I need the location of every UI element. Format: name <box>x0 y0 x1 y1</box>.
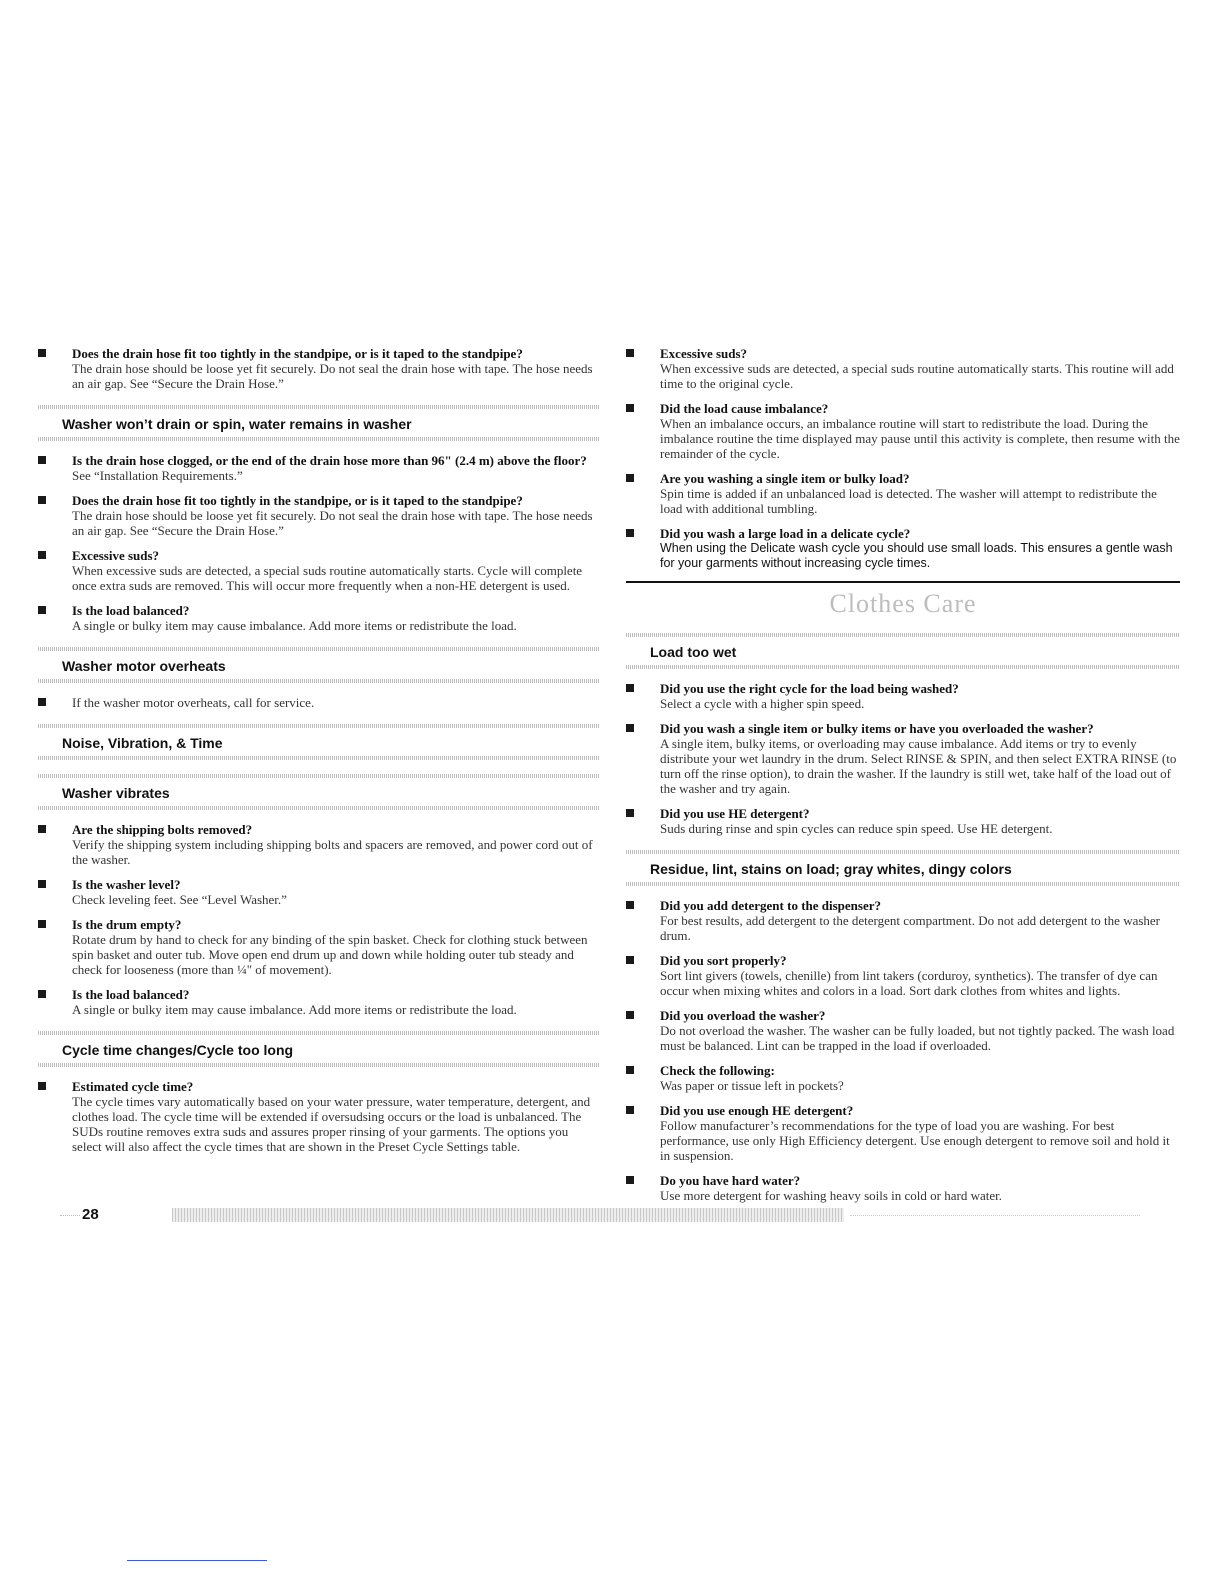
question: Are the shipping bolts removed? <box>72 822 253 837</box>
answer: A single or bulky item may cause imbalance. Add more items or redistribute the load. <box>72 618 517 633</box>
question: Does the drain hose fit too tightly in the standpipe, or is it taped to the standpipe? <box>72 346 523 361</box>
section-title: Residue, lint, stains on load; gray whites, dingy colors <box>650 861 1012 877</box>
answer: Check leveling feet. See “Level Washer.” <box>72 892 287 907</box>
list-item <box>38 877 600 907</box>
bullet-icon <box>626 684 634 692</box>
section-noise-vibration-time <box>38 724 600 760</box>
answer: When an imbalance occurs, an imbalance routine will start to redistribute the load. During the imbalance routine the time displayed may pause until this activity is complete, then resume with the remainder of the cycle. <box>660 416 1180 461</box>
list-item <box>626 526 1180 571</box>
bullet-icon <box>38 349 46 357</box>
question: Did you use HE detergent? <box>660 806 810 821</box>
question: Did you wash a large load in a delicate cycle? <box>660 526 911 541</box>
answer: Do not overload the washer. The washer can be fully loaded, but not tightly packed. The wash load must be balanced. Lint can be trapped in the load if overloaded. <box>660 1023 1175 1053</box>
bullet-icon <box>626 1066 634 1074</box>
question: Did the load cause imbalance? <box>660 401 829 416</box>
clothes-care-heading: Clothes Care <box>829 589 977 618</box>
question: Do you have hard water? <box>660 1173 801 1188</box>
bullet-icon <box>38 456 46 464</box>
answer: A single or bulky item may cause imbalance. Add more items or redistribute the load. <box>72 1002 517 1017</box>
question: Is the washer level? <box>72 877 181 892</box>
list-item <box>626 898 1180 943</box>
section-title: Load too wet <box>650 644 737 660</box>
question: Did you sort properly? <box>660 953 787 968</box>
answer: Was paper or tissue left in pockets? <box>660 1078 844 1093</box>
answer: Spin time is added if an unbalanced load is detected. The washer will attempt to redistribute the load with additional tumbling. <box>660 486 1157 516</box>
answer: See “Installation Requirements.” <box>72 468 243 483</box>
footer-dots <box>60 1215 80 1216</box>
item-text: If the washer motor overheats, call for service. <box>72 695 315 710</box>
list-item <box>38 453 600 483</box>
answer: Select a cycle with a higher spin speed. <box>660 696 865 711</box>
bullet-icon <box>38 880 46 888</box>
bullet-icon <box>626 1176 634 1184</box>
section-title: Washer vibrates <box>62 785 170 801</box>
answer: The drain hose should be loose yet fit securely. Do not seal the drain hose with tape. The hose needs an air gap. See “Secure the Drain Hose.” <box>72 508 593 538</box>
bullet-icon <box>626 404 634 412</box>
list-item <box>38 493 600 538</box>
page-footer <box>60 1206 1140 1224</box>
footer-band <box>172 1208 844 1222</box>
question: Is the load balanced? <box>72 987 190 1002</box>
list-item <box>626 401 1180 461</box>
answer: Sort lint givers (towels, chenille) from lint takers (corduroy, synthetics). The transfer of dye can occur when mixing whites and colors in a load. Sort dark clothes from whites and lights. <box>660 968 1158 998</box>
left-column <box>38 346 600 1164</box>
question: Is the drain hose clogged, or the end of the drain hose more than 96" (2.4 m) above the floor? <box>72 453 587 468</box>
section-title: Cycle time changes/Cycle too long <box>62 1042 294 1058</box>
question: Did you wash a single item or bulky items or have you overloaded the washer? <box>660 721 1094 736</box>
bullet-icon <box>38 551 46 559</box>
question: Did you add detergent to the dispenser? <box>660 898 882 913</box>
bullet-icon <box>38 698 46 706</box>
list-item <box>38 548 600 593</box>
list-item <box>626 681 1180 711</box>
page-number: 28 <box>82 1206 99 1223</box>
bullet-icon <box>626 1106 634 1114</box>
question: Estimated cycle time? <box>72 1079 194 1094</box>
answer: The cycle times vary automatically based on your water pressure, water temperature, detergent, and clothes load. The cycle time will be extended if oversudsing occurs or the load is unbalanced. The SUDs routine removes extra suds and assures proper rinsing of your garments. The options you select will also affect the cycle times that are shown in the Preset Cycle Settings table. <box>72 1094 591 1154</box>
bullet-icon <box>626 901 634 909</box>
bullet-icon <box>626 529 634 537</box>
question: Did you use the right cycle for the load being washed? <box>660 681 959 696</box>
answer: When excessive suds are detected, a special suds routine automatically starts. This routine will add time to the original cycle. <box>660 361 1174 391</box>
question: Excessive suds? <box>72 548 160 563</box>
section-washer-wont-drain <box>38 405 600 441</box>
list-item <box>626 806 1180 836</box>
footer-dots <box>850 1215 1140 1216</box>
bullet-icon <box>38 496 46 504</box>
list-item <box>38 1079 600 1154</box>
question: Is the load balanced? <box>72 603 190 618</box>
question: Excessive suds? <box>660 346 748 361</box>
bullet-icon <box>38 990 46 998</box>
answer: Suds during rinse and spin cycles can reduce spin speed. Use HE detergent. <box>660 821 1053 836</box>
section-cycle-time <box>38 1031 600 1067</box>
list-item <box>38 917 600 977</box>
question: Did you overload the washer? <box>660 1008 826 1023</box>
section-divider <box>38 679 600 683</box>
answer: When using the Delicate wash cycle you should use small loads. This ensures a gentle wash for your garments without increasing cycle times. <box>660 541 1173 570</box>
question: Does the drain hose fit too tightly in the standpipe, or is it taped to the standpipe? <box>72 493 523 508</box>
list-item <box>626 1008 1180 1053</box>
section-divider <box>38 437 600 441</box>
list-item <box>38 695 600 710</box>
list-item <box>38 603 600 633</box>
answer: Use more detergent for washing heavy soils in cold or hard water. <box>660 1188 1002 1203</box>
section-title: Washer motor overheats <box>62 658 226 674</box>
section-washer-motor-overheats <box>38 647 600 683</box>
list-item <box>626 1173 1180 1203</box>
list-item <box>626 471 1180 516</box>
question: Are you washing a single item or bulky load? <box>660 471 910 486</box>
section-title: Noise, Vibration, & Time <box>62 735 223 751</box>
answer: Follow manufacturer’s recommendations for the type of load you are washing. For best performance, use only High Efficiency detergent. Use enough detergent to remove soil and hold it in suspension. <box>660 1118 1170 1163</box>
bullet-icon <box>626 349 634 357</box>
link-underline <box>127 1560 267 1561</box>
bullet-icon <box>38 1082 46 1090</box>
list-item <box>38 987 600 1017</box>
section-title: Washer won’t drain or spin, water remains in washer <box>62 416 412 432</box>
section-divider <box>38 806 600 810</box>
bullet-icon <box>38 825 46 833</box>
answer: For best results, add detergent to the detergent compartment. Do not add detergent to the washer drum. <box>660 913 1161 943</box>
answer: Verify the shipping system including shipping bolts and spacers are removed, and power cord out of the washer. <box>72 837 593 867</box>
list-item <box>626 346 1180 391</box>
section-load-too-wet <box>626 633 1180 669</box>
bullet-icon <box>626 956 634 964</box>
bullet-icon <box>626 724 634 732</box>
list-item <box>626 1103 1180 1163</box>
section-residue-lint <box>626 850 1180 886</box>
bullet-icon <box>38 606 46 614</box>
divider-rule <box>626 581 1180 583</box>
list-item <box>626 1063 1180 1093</box>
right-column <box>626 346 1180 1213</box>
bullet-icon <box>38 920 46 928</box>
section-divider <box>38 756 600 760</box>
section-washer-vibrates <box>38 774 600 810</box>
bullet-icon <box>626 474 634 482</box>
list-item <box>38 346 600 391</box>
bullet-icon <box>626 809 634 817</box>
answer: The drain hose should be loose yet fit securely. Do not seal the drain hose with tape. The hose needs an air gap. See “Secure the Drain Hose.” <box>72 361 593 391</box>
list-item <box>626 953 1180 998</box>
section-divider <box>626 665 1180 669</box>
question: Did you use enough HE detergent? <box>660 1103 854 1118</box>
answer: Rotate drum by hand to check for any binding of the spin basket. Check for clothing stuck between spin basket and outer tub. Move open end drum up and down while holding outer tub steady and check for looseness (more than ¼" of movement). <box>72 932 588 977</box>
section-divider <box>38 1063 600 1067</box>
section-divider <box>626 882 1180 886</box>
question: Check the following: <box>660 1063 775 1078</box>
question: Is the drum empty? <box>72 917 182 932</box>
bullet-icon <box>626 1011 634 1019</box>
list-item <box>626 721 1180 796</box>
list-item <box>38 822 600 867</box>
answer: A single item, bulky items, or overloading may cause imbalance. Add items or try to evenly distribute your wet laundry in the drum. Select RINSE & SPIN, and then select EXTRA RINSE (to turn off the rinse option), to drain the washer. If the laundry is still wet, take half of the load out of the washer and try again. <box>660 736 1177 796</box>
answer: When excessive suds are detected, a special suds routine automatically starts. Cycle will complete once extra suds are removed. This will occur more frequently when a non-HE detergent is used. <box>72 563 583 593</box>
